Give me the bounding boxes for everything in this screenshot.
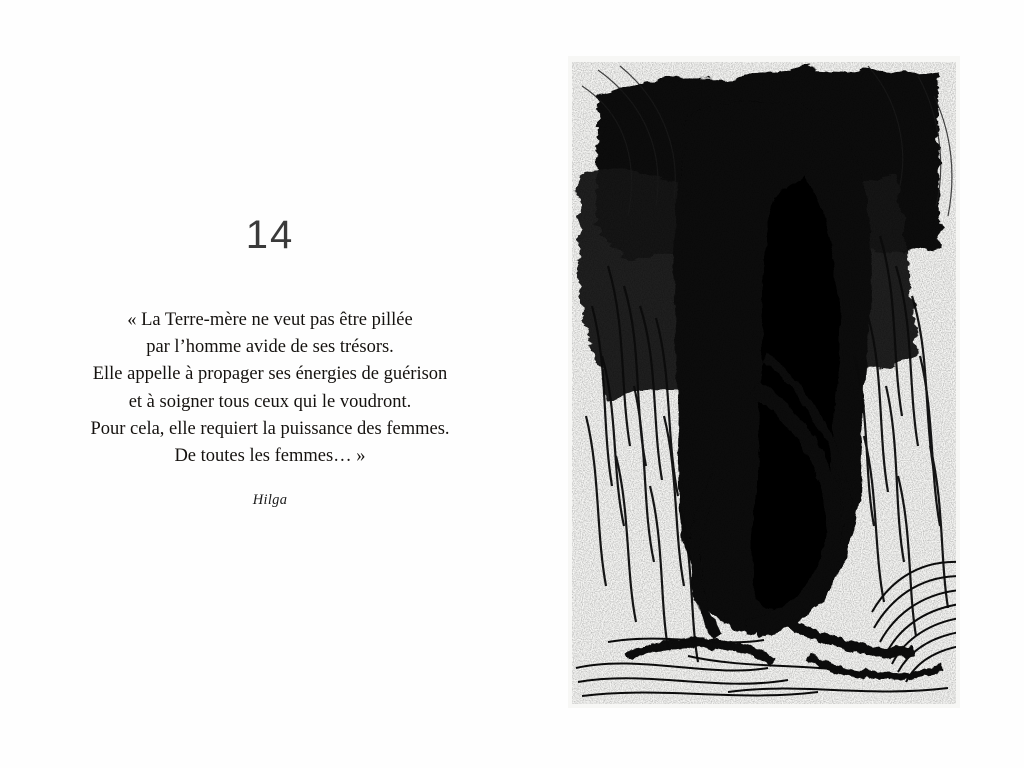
quote-line: et à soigner tous ceux qui le voudront. — [128, 391, 412, 412]
quote-line: Elle appelle à propager ses énergies de guérison — [92, 364, 448, 385]
quote-line: De toutes les femmes… » — [174, 445, 366, 466]
quote-line: Pour cela, elle requiert la puissance des femmes. — [90, 418, 450, 439]
quote-line: « La Terre-mère ne veut pas être pillée — [127, 310, 413, 330]
quote-block — [60, 307, 480, 470]
chapter-number: 14 — [245, 213, 295, 257]
text-column — [60, 215, 480, 509]
quote-attribution: Hilga — [252, 492, 288, 509]
quote-line: par l’homme avide de ses trésors. — [146, 337, 394, 358]
forest-tree-engraving — [568, 56, 960, 708]
